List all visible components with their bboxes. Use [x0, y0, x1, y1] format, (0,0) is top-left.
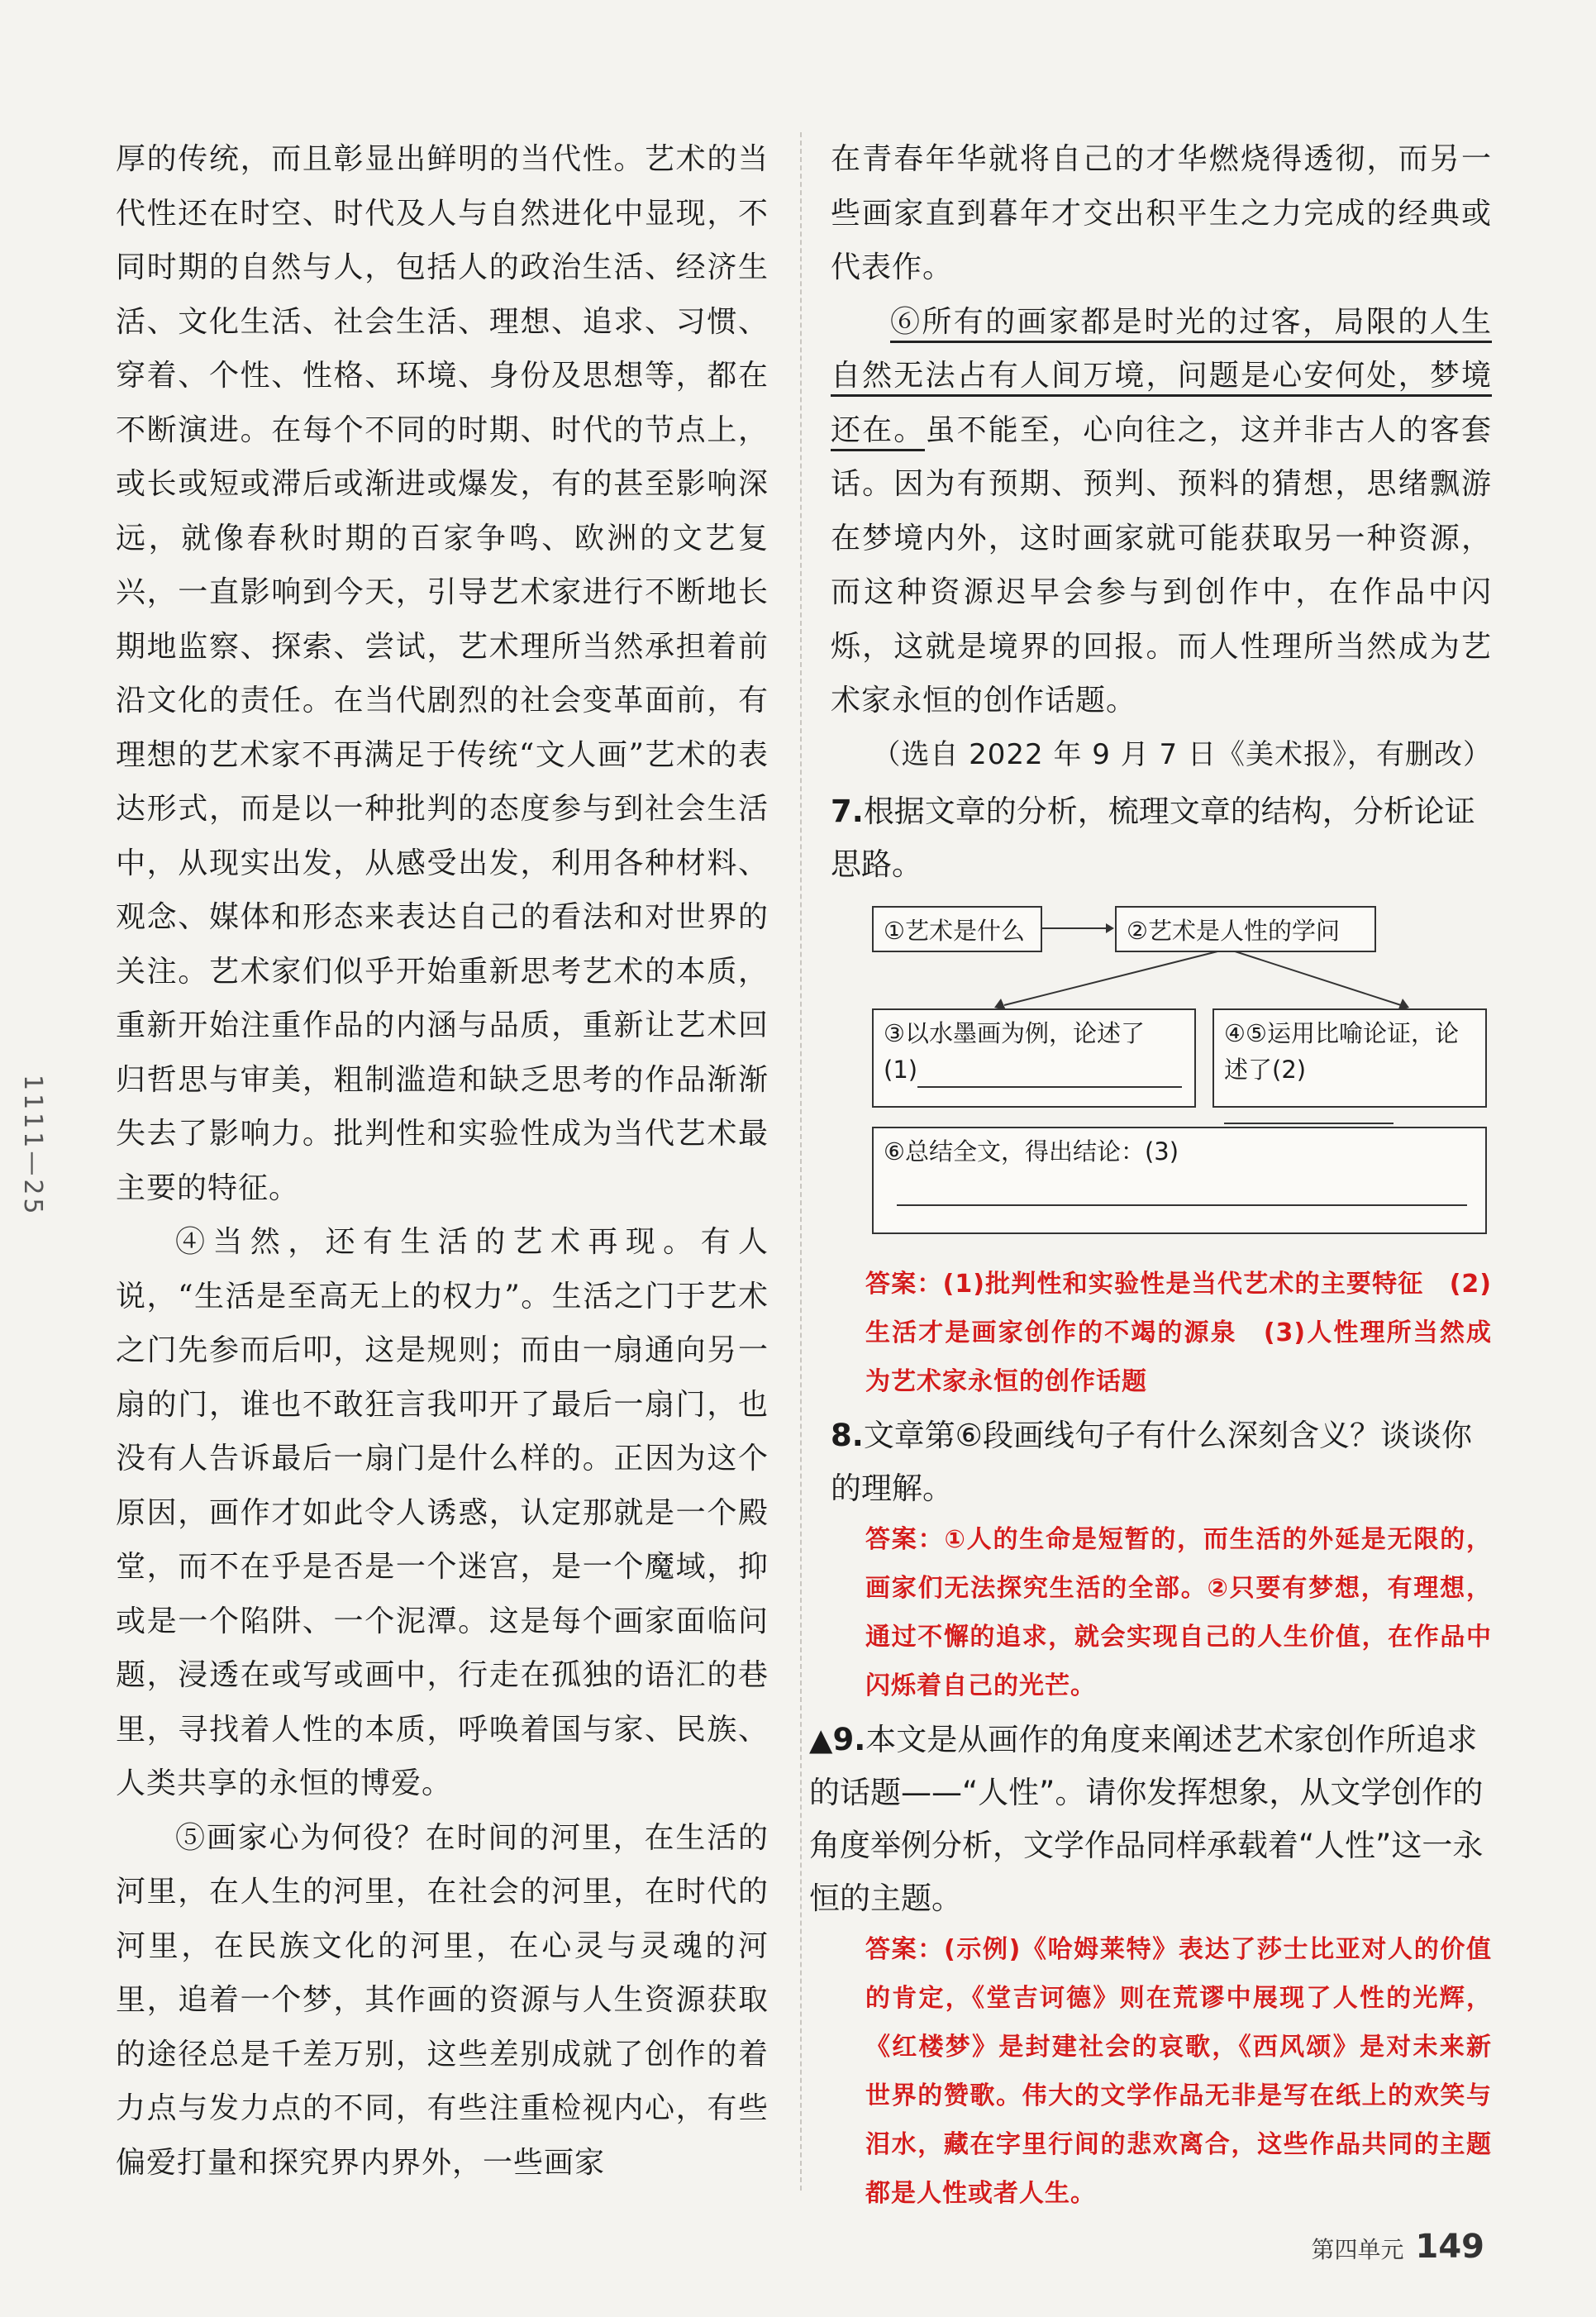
answer-7-text: (1)批判性和实验性是当代艺术的主要特征 (2)生活才是画家创作的不竭的源泉 (3)人性理所当然成为艺术家永恒的创作话题 [865, 1270, 1493, 1396]
question-9 [809, 1714, 1492, 1925]
question-9-text: 本文是从画作的角度来阐述艺术家创作所追求的话题——“人性”。请你发挥想象，从文学创作的角度举例分析，文学作品同样承载着“人性”这一永恒的主题。 [809, 1722, 1484, 1916]
branch-right [1227, 949, 1401, 1005]
question-7 [831, 785, 1492, 891]
source-citation: （选自 2022 年 9 月 7 日《美术报》，有删改） [872, 737, 1492, 771]
arrow-head-1 [1106, 923, 1114, 933]
page-number: 149 [1415, 2228, 1484, 2266]
box-4-line-2: 述了(2) [1224, 1051, 1475, 1124]
side-margin-mark: 1111—25 [18, 1075, 47, 1218]
box-4 [1212, 1008, 1487, 1108]
question-9-number: ▲9. [809, 1722, 866, 1757]
answer-label: 答案： [865, 1935, 944, 1964]
question-8-number: 8. [831, 1418, 864, 1453]
structure-diagram [831, 899, 1492, 1247]
box-5-text: ⑥总结全文，得出结论：(3) [884, 1137, 1179, 1166]
box-3-line-2: (1) [884, 1051, 1184, 1088]
question-7-text: 根据文章的分析，梳理文章的结构，分析论证思路。 [831, 794, 1475, 882]
question-8-text: 文章第⑥段画线句子有什么深刻含义？谈谈你的理解。 [831, 1418, 1472, 1506]
left-column [116, 132, 769, 2190]
paragraph-5: ⑤画家心为何役？在时间的河里，在生活的河里，在人生的河里，在社会的河里，在时代的河里，在民族文化的河里，在心灵与灵魂的河里，追着一个梦，其作画的资源与人生资源获取的途径总是千差万别，这些差别成就了创作的着力点与发力点的不同，有些注重检视内心，有些偏爱打量和探究界内界外，一些画家 [116, 1820, 769, 2180]
box-1-text: ①艺术是什么 [884, 917, 1025, 945]
answer-7 [831, 1260, 1492, 1406]
paragraph-5-continued: 在青春年华就将自己的才华燃烧得透彻，而另一些画家直到暮年才交出积平生之力完成的经典或代表作。 [831, 142, 1492, 284]
blank-1[interactable] [917, 1061, 1182, 1088]
answer-9-text: (示例)《哈姆莱特》表达了莎士比亚对人的价值的肯定，《堂吉诃德》则在荒谬中展现了人性的光辉，《红楼梦》是封建社会的哀歌，《西风颂》是对未来新世界的赞歌。伟大的文学作品无非是写在纸上的欢笑与泪水，藏在字里行间的悲欢离合，这些作品共同的主题都是人性或者人生。 [865, 1935, 1493, 2208]
answer-label: 答案： [865, 1270, 943, 1299]
box-2 [1115, 906, 1376, 952]
box-5-blank-row [884, 1170, 1475, 1206]
question-7-number: 7. [831, 794, 864, 829]
box-3-line-1: ③以水墨画为例，论述了 [884, 1019, 1145, 1047]
answer-8 [831, 1515, 1492, 1710]
blank-2[interactable] [1224, 1098, 1394, 1124]
answer-9 [831, 1925, 1492, 2218]
right-column [809, 132, 1493, 2218]
box-3 [872, 1008, 1196, 1108]
paragraph-6 [831, 295, 1492, 728]
box-1 [872, 906, 1042, 952]
column-divider [800, 132, 802, 2191]
answer-label: 答案： [865, 1525, 945, 1554]
box-5 [872, 1127, 1487, 1234]
branch-left [1004, 949, 1227, 1005]
unit-label: 第四单元 [1311, 2236, 1404, 2263]
paragraph-6-rest: 虽不能至，心向往之，这并非古人的客套话。因为有预期、预判、预料的猜想，思绪飘游在梦境内外，这时画家就可能获取另一种资源，而这种资源迟早会参与到创作中，在作品中闪烁，这就是境界的回报。而人性理所当然成为艺术家永恒的创作话题。 [831, 412, 1492, 718]
underlined-sentence: ⑥所有的画家都是时光的过客，局限的人生自然无法占有人间万境，问题是心安何处，梦境还在。 [831, 305, 1492, 451]
page-footer [1311, 2228, 1484, 2266]
blank-3[interactable] [897, 1180, 1467, 1206]
paragraph-3-continued: 厚的传统，而且彰显出鲜明的当代性。艺术的当代性还在时空、时代及人与自然进化中显现，不同时期的自然与人，包括人的政治生活、经济生活、文化生活、社会生活、理想、追求、习惯、穿着、个性、性格、环境、身份及思想等，都在不断演进。在每个不同的时期、时代的节点上，或长或短或滞后或渐进或爆发，有的甚至影响深远，就像春秋时期的百家争鸣、欧洲的文艺复兴，一直影响到今天，引导艺术家进行不断地长期地监察、探索、尝试，艺术理所当然承担着前沿文化的责任。在当代剧烈的社会变革面前，有理想的艺术家不再满足于传统“文人画”艺术的表达形式，而是以一种批判的态度参与到社会生活中，从现实出发，从感受出发，利用各种材料、观念、媒体和形态来表达自己的看法和对世界的关注。艺术家们似乎开始重新思考艺术的本质，重新开始注重作品的内涵与品质，重新让艺术回归哲思与审美，粗制滥造和缺乏思考的作品渐渐失去了影响力。批判性和实验性成为当代艺术最主要的特征。 [116, 142, 769, 1205]
paragraph-4: ④当然，还有生活的艺术再现。有人说，“生活是至高无上的权力”。生活之门于艺术之门先参而后叩，这是规则；而由一扇通向另一扇的门，谁也不敢狂言我叩开了最后一扇门，也没有人告诉最后一扇门是什么样的。正因为这个原因，画作才如此令人诱惑，认定那就是一个殿堂，而不在乎是否是一个迷宫，是一个魔域，抑或是一个陷阱、一个泥潭。这是每个画家面临问题，浸透在或写或画中，行走在孤独的语汇的巷里，寻找着人性的本质，呼唤着国与家、民族、人类共享的永恒的博爱。 [116, 1225, 769, 1800]
answer-8-text: ①人的生命是短暂的，而生活的外延是无限的，画家们无法探究生活的全部。②只要有梦想，有理想，通过不懈的追求，就会实现自己的人生价值，在作品中闪烁着自己的光芒。 [865, 1525, 1493, 1700]
box-2-text: ②艺术是人性的学问 [1127, 917, 1340, 945]
box-4-line-1: ④⑤运用比喻论证，论 [1224, 1019, 1459, 1047]
question-8 [831, 1409, 1492, 1515]
